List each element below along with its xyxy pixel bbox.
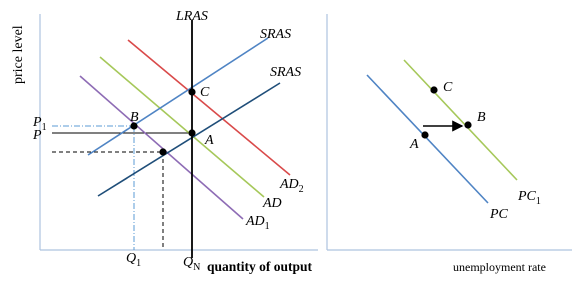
phillips-curve-panel (327, 14, 572, 274)
point-low-dot (159, 148, 166, 155)
ad1-curve (80, 76, 243, 219)
right-point-c-label: C (443, 80, 453, 95)
pc1-curve (404, 60, 517, 180)
point-a-dot (188, 129, 195, 136)
sras-upper-label: SRAS (260, 27, 292, 42)
sras-upper-curve (88, 38, 268, 155)
right-point-a-label: A (410, 137, 419, 152)
p-label: P (33, 128, 42, 143)
qn-label: $Q_N$ (183, 255, 201, 273)
right-point-a-dot (421, 131, 428, 138)
right-point-c-dot (430, 86, 437, 93)
x-axis-label-right: unemployment rate (453, 260, 546, 274)
sras-lower-curve (98, 83, 280, 196)
point-a-label: A (205, 133, 214, 148)
ad-label: AD (263, 196, 282, 211)
sras-lower-label: SRAS (270, 65, 302, 80)
pc-curve (367, 75, 488, 203)
lras-label: LRAS (176, 9, 208, 24)
pc1-label: $PC_1$ (518, 189, 541, 207)
right-point-b-dot (464, 121, 471, 128)
right-point-b-label: B (477, 110, 486, 125)
ad2-curve (128, 40, 290, 175)
q1-label: $Q_1$ (126, 251, 142, 269)
x-axis-label-left: quantity of output (207, 259, 313, 274)
ad-as-panel (11, 9, 318, 274)
y-axis-label: price level (11, 25, 26, 84)
pc-label: PC (490, 207, 508, 222)
point-c-dot (188, 88, 195, 95)
point-b-label: B (130, 110, 139, 125)
p1-label: $P_1$ (33, 115, 47, 133)
point-c-label: C (200, 85, 210, 100)
ad1-label: $AD_1$ (246, 214, 270, 232)
ad-curve (100, 57, 264, 197)
ad2-label: $AD_2$ (280, 177, 304, 195)
